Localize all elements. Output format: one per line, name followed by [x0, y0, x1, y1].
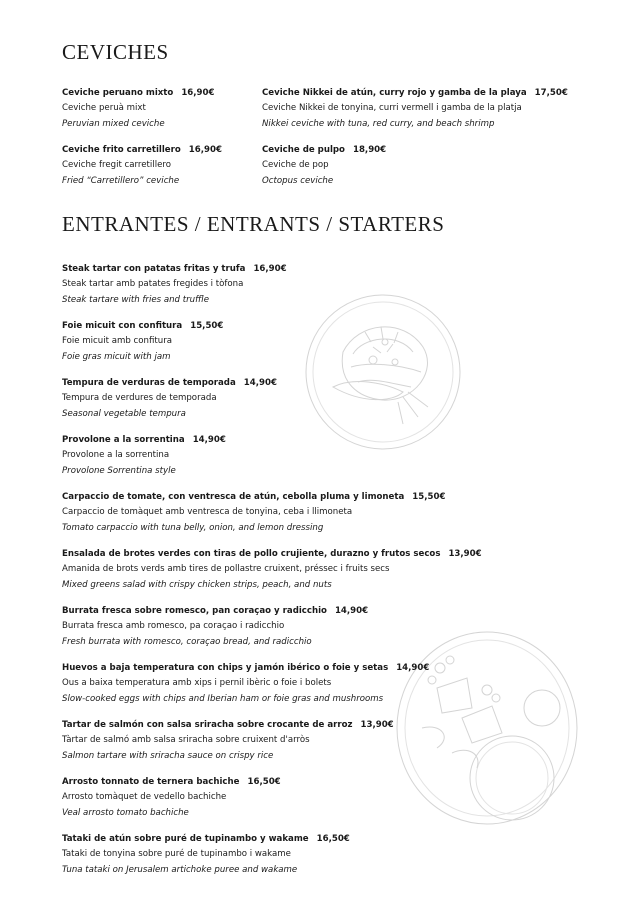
item-price: 13,90€ [360, 720, 394, 730]
item-english: Foie gras micuit with jam [62, 352, 171, 362]
item-english: Salmon tartare with sriracha sauce on crispy rice [62, 751, 274, 761]
item-catalan: Tempura de verdures de temporada [62, 393, 217, 403]
menu-item [62, 832, 422, 878]
item-name: Tartar de salmón con salsa sriracha sobre crocante de arroz [62, 720, 353, 730]
ceviches-heading: CEVICHES [62, 40, 169, 64]
item-english: Slow-cooked eggs with chips and Iberian ham or foie gras and mushrooms [62, 694, 384, 704]
item-english: Provolone Sorrentina style [62, 466, 176, 476]
item-english: Nikkei ceviche with tuna, red curry, and beach shrimp [262, 119, 495, 129]
item-price: 14,90€ [334, 606, 369, 616]
item-name: Ceviche frito carretillero [62, 145, 181, 155]
item-catalan: Tataki de tonyina sobre puré de tupinambo i wakame [62, 849, 291, 859]
item-name-line [62, 604, 422, 618]
item-name: Foie micuit con confitura [62, 321, 183, 331]
menu-item [62, 718, 422, 764]
item-name: Burrata fresca sobre romesco, pan coraçao y radicchio [62, 606, 327, 616]
item-english: Tomato carpaccio with tuna belly, onion, and lemon dressing [62, 523, 324, 533]
menu-item [62, 775, 422, 821]
menu-item [262, 86, 622, 132]
item-catalan: Carpaccio de tomàquet amb ventresca de tonyina, ceba i llimoneta [62, 507, 353, 517]
item-price: 15,50€ [190, 321, 224, 331]
item-name-line [62, 262, 422, 276]
item-price: 13,90€ [448, 549, 482, 559]
item-name-line [62, 661, 430, 675]
item-price: 17,50€ [534, 88, 568, 98]
item-price: 16,50€ [247, 777, 281, 787]
item-price: 14,90€ [243, 378, 277, 388]
item-name-line [62, 319, 422, 333]
item-name: Ceviche de pulpo [262, 145, 345, 155]
item-english: Peruvian mixed ceviche [62, 119, 165, 129]
item-price: 14,90€ [192, 435, 226, 445]
menu-item [62, 319, 422, 365]
item-name: Ensalada de brotes verdes con tiras de pollo crujiente, durazno y frutos secos [62, 549, 441, 559]
starters-heading: ENTRANTES / ENTRANTS / STARTERS [62, 212, 445, 236]
item-name-line [262, 143, 622, 157]
item-name: Arrosto tonnato de ternera bachiche [62, 777, 240, 787]
item-catalan: Amanida de brots verds amb tires de pollastre cruixent, préssec i fruits secs [62, 564, 390, 574]
item-english: Seasonal vegetable tempura [62, 409, 186, 419]
item-english: Octopus ceviche [262, 176, 334, 186]
item-name-line [62, 832, 422, 846]
item-catalan: Arrosto tomàquet de vedello bachiche [62, 792, 227, 802]
plate-illustration-top [303, 292, 463, 452]
item-name: Tataki de atún sobre puré de tupinambo y wakame [62, 834, 309, 844]
item-catalan: Ceviche de pop [262, 160, 329, 170]
item-price: 16,90€ [253, 264, 287, 274]
menu-item [62, 604, 422, 650]
menu-item [62, 661, 430, 707]
item-name-line [62, 775, 422, 789]
item-name-line [62, 547, 482, 561]
item-catalan: Ceviche peruà mixt [62, 103, 146, 113]
item-catalan: Foie micuit amb confitura [62, 336, 173, 346]
menu-item [62, 547, 482, 593]
menu-item [62, 262, 422, 308]
item-catalan: Tàrtar de salmó amb salsa sriracha sobre cruixent d'arròs [62, 735, 310, 745]
item-price: 16,90€ [181, 88, 215, 98]
item-name-line [62, 433, 422, 447]
item-english: Steak tartare with fries and truffle [62, 295, 209, 305]
item-name: Ceviche Nikkei de atún, curry rojo y gamba de la playa [262, 88, 527, 98]
item-catalan: Provolone a la sorrentina [62, 450, 170, 460]
item-name-line [262, 86, 622, 100]
item-english: Fried “Carretillero” ceviche [62, 176, 180, 186]
menu-item [62, 490, 446, 536]
item-name: Steak tartar con patatas fritas y trufa [62, 264, 246, 274]
item-name-line [62, 490, 446, 504]
item-price: 15,50€ [412, 492, 446, 502]
item-name: Ceviche peruano mixto [62, 88, 174, 98]
item-english: Veal arrosto tomato bachiche [62, 808, 189, 818]
item-name-line [62, 718, 422, 732]
item-price: 14,90€ [396, 663, 430, 673]
item-english: Mixed greens salad with crispy chicken strips, peach, and nuts [62, 580, 332, 590]
item-catalan: Burrata fresca amb romesco, pa coraçao i radicchio [62, 621, 285, 631]
menu-item [262, 143, 622, 189]
item-name: Carpaccio de tomate, con ventresca de atún, cebolla pluma y limoneta [62, 492, 405, 502]
item-catalan: Ous a baixa temperatura amb xips i pernil ibèric o foie i bolets [62, 678, 332, 688]
item-price: 18,90€ [352, 145, 387, 155]
item-name: Huevos a baja temperatura con chips y jamón ibérico o foie y setas [62, 663, 389, 673]
item-catalan: Ceviche Nikkei de tonyina, curri vermell i gamba de la platja [262, 103, 522, 113]
menu-item [62, 376, 422, 422]
item-price: 16,50€ [316, 834, 350, 844]
item-english: Fresh burrata with romesco, coraçao bread, and radicchio [62, 637, 312, 647]
menu-item [62, 433, 422, 479]
item-english: Tuna tataki on Jerusalem artichoke puree and wakame [62, 865, 298, 875]
item-name-line [62, 376, 422, 390]
item-name: Tempura de verduras de temporada [62, 378, 236, 388]
item-catalan: Ceviche fregit carretillero [62, 160, 171, 170]
item-price: 16,90€ [188, 145, 222, 155]
item-name: Provolone a la sorrentina [62, 435, 185, 445]
item-catalan: Steak tartar amb patates fregides i tòfona [62, 279, 244, 289]
